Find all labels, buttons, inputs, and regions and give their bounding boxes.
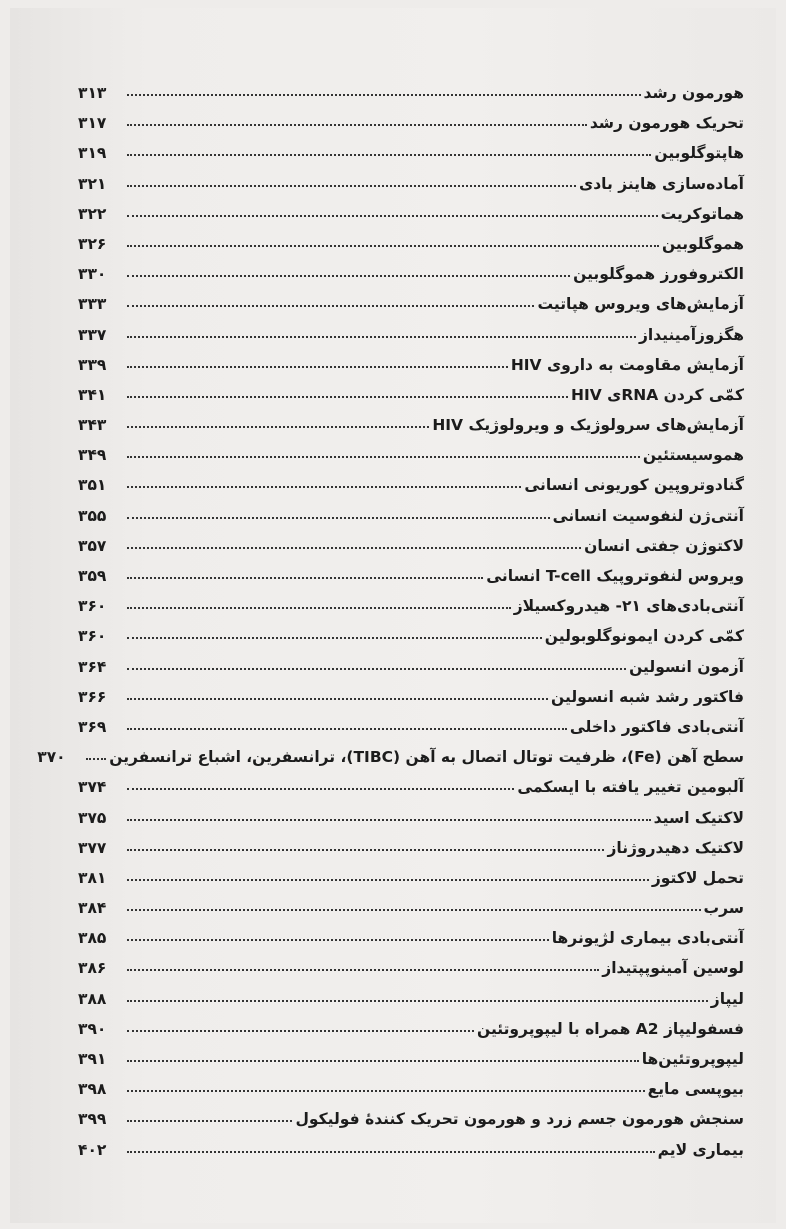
dot-leader xyxy=(127,426,429,428)
entry-page-number: ۳۳۷ xyxy=(78,325,107,344)
dot-leader xyxy=(127,819,651,821)
entry-title: سرب xyxy=(703,899,744,918)
entry-title: آماده‌سازی هاینز بادی xyxy=(579,174,744,193)
toc-entry xyxy=(78,1110,744,1140)
toc-entry xyxy=(78,446,744,476)
dot-leader xyxy=(127,366,508,368)
entry-title: فاکتور رشد شبه انسولین xyxy=(551,687,744,706)
dot-leader xyxy=(127,1090,645,1092)
dot-leader xyxy=(127,1030,474,1032)
dot-leader xyxy=(127,1060,639,1062)
entry-title: لاکتیک دهیدروژناز xyxy=(607,838,744,857)
entry-page-number: ۳۴۳ xyxy=(78,416,107,435)
toc-entry xyxy=(78,627,744,657)
toc-entry xyxy=(78,175,744,205)
entry-page-number: ۳۹۹ xyxy=(78,1110,107,1129)
dot-leader xyxy=(127,94,641,96)
toc-entry xyxy=(78,84,744,114)
entry-page-number: ۳۱۳ xyxy=(78,84,107,102)
entry-title: هماتوکریت xyxy=(660,204,744,223)
entry-title: کمّی کردن RNA‌ی HIV xyxy=(571,385,744,404)
toc-entry xyxy=(78,144,744,174)
toc-entry xyxy=(78,265,744,295)
toc-entry xyxy=(78,295,744,325)
toc-entry xyxy=(78,114,744,144)
toc-entry xyxy=(78,416,744,446)
dot-leader xyxy=(127,939,549,941)
entry-page-number: ۳۶۹ xyxy=(78,717,107,736)
entry-page-number: ۳۹۰ xyxy=(78,1019,107,1038)
entry-page-number: ۳۸۶ xyxy=(78,959,107,978)
dot-leader xyxy=(127,728,567,730)
entry-title: لیپاز xyxy=(710,989,744,1008)
dot-leader xyxy=(127,879,649,881)
entry-page-number: ۳۷۵ xyxy=(78,808,107,827)
entry-title: هگزوزآمینیداز xyxy=(638,325,744,344)
toc-entry xyxy=(78,658,744,688)
dot-leader xyxy=(127,849,604,851)
dot-leader xyxy=(127,456,640,458)
entry-page-number: ۳۵۹ xyxy=(78,567,107,585)
entry-page-number: ۳۳۳ xyxy=(78,295,107,314)
entry-page-number: ۳۲۶ xyxy=(78,234,107,253)
toc-entry xyxy=(78,235,744,265)
toc-entry xyxy=(78,899,744,929)
entry-title: کمّی کردن ایمونوگلوبولین xyxy=(544,627,744,646)
toc-entry xyxy=(37,748,744,778)
entry-title: لاکتوژن جفتی انسان xyxy=(584,536,744,555)
dot-leader xyxy=(127,305,534,307)
entry-page-number: ۳۶۰ xyxy=(78,627,107,646)
toc-entry xyxy=(78,929,744,959)
dot-leader xyxy=(127,1000,708,1002)
toc-entry xyxy=(78,990,744,1020)
entry-page-number: ۳۱۹ xyxy=(78,144,107,163)
entry-title: سنجش هورمون جسم زرد و هورمون تحریک کنندهٔ فولیکول xyxy=(295,1110,744,1129)
entry-title: تحریک هورمون رشد xyxy=(589,114,744,133)
toc-entry xyxy=(78,809,744,839)
dot-leader xyxy=(127,275,570,277)
dot-leader xyxy=(127,336,636,338)
entry-page-number: ۳۵۷ xyxy=(78,536,107,555)
entry-title: آنتی‌ژن لنفوسیت انسانی xyxy=(552,506,744,525)
entry-title: لیپوپروتئین‌ها xyxy=(641,1050,744,1068)
entry-title: آنتی‌بادی بیماری لژیونرها xyxy=(551,929,744,948)
dot-leader xyxy=(127,547,581,549)
entry-title: آزمایش‌های ویروس هپاتیت xyxy=(537,295,744,314)
entry-title: هاپتوگلوبین xyxy=(654,144,744,163)
dot-leader xyxy=(127,668,626,670)
toc-entry xyxy=(78,778,744,808)
dot-leader xyxy=(127,1151,655,1153)
toc-entry xyxy=(78,386,744,416)
entry-page-number: ۳۴۹ xyxy=(78,446,107,465)
entry-title: هموگلوبین xyxy=(661,234,744,253)
toc-entry xyxy=(78,718,744,748)
entry-page-number: ۳۲۱ xyxy=(78,174,107,193)
entry-title: هورمون رشد xyxy=(643,84,744,102)
dot-leader xyxy=(127,215,658,217)
entry-page-number: ۳۸۴ xyxy=(78,899,107,918)
dot-leader xyxy=(127,486,521,488)
entry-title: آلبومین تغییر یافته با ایسکمی xyxy=(517,778,744,797)
toc-entry xyxy=(78,1141,744,1171)
dot-leader xyxy=(127,607,511,609)
toc-entry xyxy=(78,356,744,386)
dot-leader xyxy=(127,637,542,639)
dot-leader xyxy=(127,124,587,126)
entry-title: الکتروفورز هموگلوبین xyxy=(573,265,744,284)
entry-page-number: ۳۶۴ xyxy=(78,657,107,676)
dot-leader xyxy=(127,245,659,247)
entry-page-number: ۳۳۹ xyxy=(78,355,107,374)
toc-entry xyxy=(78,537,744,567)
entry-page-number: ۳۷۰ xyxy=(37,748,66,767)
toc-entry xyxy=(78,869,744,899)
entry-title: هموسیستئین xyxy=(642,446,744,465)
toc-entry xyxy=(78,205,744,235)
toc-entry xyxy=(78,1050,744,1080)
entry-page-number: ۳۵۱ xyxy=(78,476,107,495)
entry-title: آنتی‌بادی فاکتور داخلی xyxy=(569,717,744,736)
entry-page-number: ۳۶۰ xyxy=(78,597,107,616)
entry-page-number: ۳۸۱ xyxy=(78,868,107,887)
dot-leader xyxy=(127,698,548,700)
dot-leader xyxy=(127,396,568,398)
entry-page-number: ۳۹۸ xyxy=(78,1080,107,1099)
entry-title: گنادوتروپین کوریونی انسانی xyxy=(524,476,744,495)
entry-page-number: ۳۸۵ xyxy=(78,929,107,948)
entry-page-number: ۳۵۵ xyxy=(78,506,107,525)
entry-title: آزمایش‌های سرولوژیک و ویرولوژیک HIV xyxy=(432,416,744,435)
entry-title: لاکتیک اسید xyxy=(653,808,744,827)
entry-page-number: ۳۲۲ xyxy=(78,204,107,223)
entry-title: بیوپسی مایع xyxy=(647,1080,744,1099)
dot-leader xyxy=(127,788,514,790)
entry-page-number: ۳۱۷ xyxy=(78,114,107,133)
entry-page-number: ۴۰۲ xyxy=(78,1140,107,1159)
dot-leader xyxy=(86,758,106,760)
table-of-contents xyxy=(37,84,744,1171)
toc-entry xyxy=(78,507,744,537)
book-page xyxy=(10,8,776,1223)
toc-entry xyxy=(78,688,744,718)
entry-page-number: ۳۴۱ xyxy=(78,385,107,404)
entry-page-number: ۳۶۶ xyxy=(78,687,107,706)
entry-title: آنتی‌بادی‌های ۲۱- هیدروکسیلاز xyxy=(513,597,744,616)
entry-title: بیماری لایم xyxy=(657,1140,744,1159)
dot-leader xyxy=(127,517,550,519)
dot-leader xyxy=(127,909,701,911)
entry-title: فسفولیپاز A2 همراه با لیپوپروتئین xyxy=(477,1019,744,1038)
toc-entry xyxy=(78,567,744,597)
toc-entry xyxy=(78,1020,744,1050)
toc-entry xyxy=(78,476,744,506)
entry-page-number: ۳۷۴ xyxy=(78,778,107,797)
dot-leader xyxy=(127,969,599,971)
entry-title: ویروس لنفوتروپیک T-cell انسانی xyxy=(486,567,744,585)
entry-page-number: ۳۹۱ xyxy=(78,1050,107,1068)
entry-title: تحمل لاکتوز xyxy=(651,868,744,887)
toc-entry xyxy=(78,326,744,356)
entry-page-number: ۳۸۸ xyxy=(78,989,107,1008)
entry-title: لوسین آمینوپپتیداز xyxy=(602,959,744,978)
toc-entry xyxy=(78,1080,744,1110)
dot-leader xyxy=(127,1120,292,1122)
dot-leader xyxy=(127,577,483,579)
entry-title: سطح آهن (Fe)، ظرفیت توتال اتصال به آهن (TIBC)، ترانسفرین، اشباع ترانسفرین xyxy=(109,748,744,767)
entry-title: آزمون انسولین xyxy=(629,657,744,676)
dot-leader xyxy=(127,154,651,156)
entry-page-number: ۳۷۷ xyxy=(78,838,107,857)
toc-entry xyxy=(78,839,744,869)
dot-leader xyxy=(127,185,576,187)
entry-page-number: ۳۳۰ xyxy=(78,265,107,284)
toc-entry xyxy=(78,959,744,989)
toc-entry xyxy=(78,597,744,627)
entry-title: آزمایش مقاومت به داروی HIV xyxy=(510,355,744,374)
